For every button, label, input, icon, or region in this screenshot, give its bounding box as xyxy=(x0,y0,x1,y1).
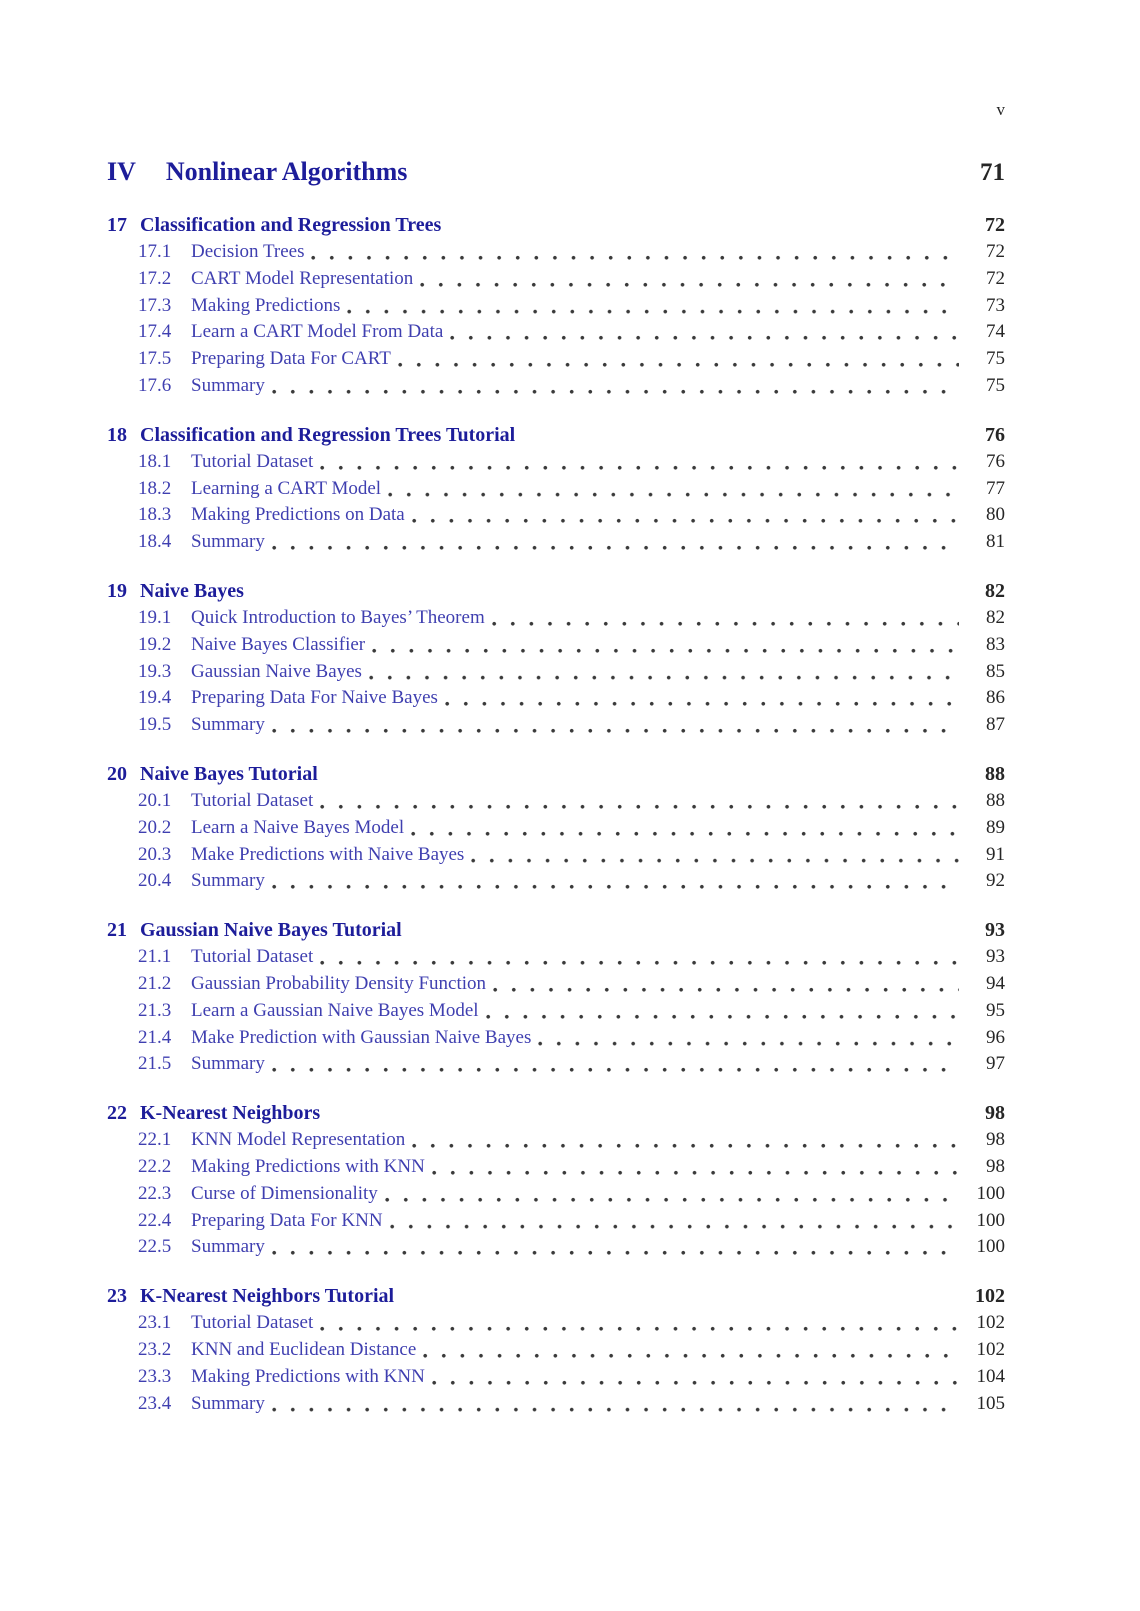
section-page-number: 92 xyxy=(986,870,1005,892)
dot-leader xyxy=(398,346,959,373)
chapter-sections xyxy=(107,788,1005,895)
toc-section-row xyxy=(107,998,1005,1025)
toc-section-row xyxy=(107,712,1005,739)
toc-chapter xyxy=(107,212,1005,400)
section-title-link[interactable]: Summary xyxy=(191,1053,265,1075)
dot-leader xyxy=(445,685,959,712)
section-title-link[interactable]: Preparing Data For KNN xyxy=(191,1209,383,1231)
section-title-link[interactable]: Gaussian Naive Bayes xyxy=(191,660,362,682)
dot-leader xyxy=(432,1364,959,1391)
toc-section-row xyxy=(107,632,1005,659)
section-title-link[interactable]: Summary xyxy=(191,531,265,553)
toc-section-row xyxy=(107,319,1005,346)
section-page-number: 86 xyxy=(986,687,1005,709)
section-title-link[interactable]: Making Predictions with KNN xyxy=(191,1155,425,1177)
toc-section-row xyxy=(107,815,1005,842)
chapter-sections xyxy=(107,449,1005,556)
section-title-link[interactable]: Summary xyxy=(191,870,265,892)
section-page-number: 98 xyxy=(986,1155,1005,1177)
toc-section-row xyxy=(107,529,1005,556)
section-title-link[interactable]: Quick Introduction to Bayes’ Theorem xyxy=(191,606,485,628)
toc-section-row xyxy=(107,293,1005,320)
dot-leader xyxy=(432,1154,959,1181)
dot-leader xyxy=(388,476,959,503)
dot-leader xyxy=(538,1025,959,1052)
toc-section-row xyxy=(107,1051,1005,1078)
part-number[interactable]: IV xyxy=(107,157,136,186)
section-number[interactable]: 22.4 xyxy=(138,1209,172,1231)
section-number[interactable]: 23.4 xyxy=(138,1392,172,1414)
dot-leader xyxy=(493,971,959,998)
section-number[interactable]: 23.1 xyxy=(138,1312,172,1334)
section-number[interactable]: 19.4 xyxy=(138,687,172,709)
dot-leader xyxy=(412,1127,959,1154)
chapter-page-number: 102 xyxy=(975,1285,1005,1308)
section-number[interactable]: 22.3 xyxy=(138,1182,172,1204)
dot-leader xyxy=(385,1181,959,1208)
chapter-title-link[interactable]: Classification and Regression Trees xyxy=(140,214,442,236)
chapter-page-number: 72 xyxy=(985,214,1005,236)
toc-section-row xyxy=(107,502,1005,529)
chapter-sections xyxy=(107,239,1005,400)
section-title-link[interactable]: Tutorial Dataset xyxy=(191,789,314,811)
dot-leader xyxy=(272,1051,959,1078)
toc-section-row xyxy=(107,1208,1005,1235)
section-number[interactable]: 19.2 xyxy=(138,633,172,655)
chapter-number[interactable]: 23 xyxy=(107,1285,127,1308)
dot-leader xyxy=(492,605,959,632)
toc-chapter xyxy=(107,578,1005,739)
section-title-link[interactable]: Make Prediction with Gaussian Naive Bayes xyxy=(191,1026,532,1048)
dot-leader xyxy=(320,449,959,476)
toc-section-row xyxy=(107,1234,1005,1261)
section-title-link[interactable]: Making Predictions with KNN xyxy=(191,1365,425,1387)
section-number[interactable]: 17.4 xyxy=(138,321,172,343)
chapter-number[interactable]: 22 xyxy=(107,1102,127,1125)
section-page-number: 82 xyxy=(986,606,1005,628)
section-number[interactable]: 18.2 xyxy=(138,477,172,499)
section-number[interactable]: 23.3 xyxy=(138,1365,172,1387)
dot-leader xyxy=(347,293,959,320)
dot-leader xyxy=(423,1337,959,1364)
toc-section-row xyxy=(107,239,1005,266)
section-page-number: 102 xyxy=(976,1312,1005,1334)
section-title-link[interactable]: Summary xyxy=(191,714,265,736)
toc-chapter xyxy=(107,1283,1005,1417)
chapter-sections xyxy=(107,605,1005,739)
dot-leader xyxy=(272,373,959,400)
section-title-link[interactable]: Preparing Data For Naive Bayes xyxy=(191,687,438,709)
section-number[interactable]: 17.5 xyxy=(138,348,172,370)
chapter-sections xyxy=(107,1127,1005,1261)
section-page-number: 87 xyxy=(986,714,1005,736)
section-page-number: 88 xyxy=(986,789,1005,811)
section-title-link[interactable]: Learning a CART Model xyxy=(191,477,382,499)
section-title-link[interactable]: Summary xyxy=(191,374,265,396)
section-page-number: 100 xyxy=(976,1209,1005,1231)
section-page-number: 96 xyxy=(986,1026,1005,1048)
toc-section-row xyxy=(107,266,1005,293)
section-title-link[interactable]: Decision Trees xyxy=(191,241,305,262)
part-title-link[interactable]: Nonlinear Algorithms xyxy=(165,157,408,186)
section-page-number: 98 xyxy=(986,1129,1005,1151)
section-number[interactable]: 22.1 xyxy=(138,1129,172,1151)
chapter-heading-row xyxy=(107,761,1005,788)
section-number[interactable]: 22.5 xyxy=(138,1236,172,1258)
section-number[interactable]: 20.3 xyxy=(138,843,172,865)
section-title-link[interactable]: Learn a Naive Bayes Model xyxy=(191,816,405,838)
part-page-number: 71 xyxy=(980,159,1005,186)
section-number[interactable]: 19.1 xyxy=(138,606,172,628)
toc-section-row xyxy=(107,1391,1005,1418)
dot-leader xyxy=(311,239,959,266)
part-heading-row xyxy=(107,155,1005,190)
section-page-number: 104 xyxy=(976,1365,1005,1387)
section-title-link[interactable]: KNN Model Representation xyxy=(191,1129,406,1151)
toc-list xyxy=(107,212,1005,1417)
chapter-heading-row xyxy=(107,212,1005,239)
section-page-number: 74 xyxy=(986,321,1005,343)
toc-section-row xyxy=(107,842,1005,869)
chapter-heading-row xyxy=(107,578,1005,605)
toc-section-row xyxy=(107,868,1005,895)
section-page-number: 100 xyxy=(976,1236,1005,1258)
section-page-number: 89 xyxy=(986,816,1005,838)
section-number[interactable]: 20.2 xyxy=(138,816,172,838)
dot-leader xyxy=(272,529,959,556)
section-number[interactable]: 20.4 xyxy=(138,870,172,892)
section-page-number: 76 xyxy=(986,450,1005,472)
section-page-number: 80 xyxy=(986,504,1005,526)
dot-leader xyxy=(411,815,959,842)
section-number[interactable]: 21.4 xyxy=(138,1026,172,1048)
section-number[interactable]: 18.4 xyxy=(138,531,172,553)
toc-section-row xyxy=(107,944,1005,971)
section-page-number: 75 xyxy=(986,348,1005,370)
toc-chapter xyxy=(107,761,1005,895)
dot-leader xyxy=(369,659,959,686)
dot-leader xyxy=(471,842,959,869)
toc-section-row xyxy=(107,1154,1005,1181)
chapter-sections xyxy=(107,944,1005,1078)
section-title-link[interactable]: Making Predictions on Data xyxy=(191,504,405,526)
section-page-number: 95 xyxy=(986,999,1005,1021)
section-number[interactable]: 19.3 xyxy=(138,660,172,682)
dot-leader xyxy=(486,998,959,1025)
toc-chapter xyxy=(107,422,1005,556)
section-page-number: 94 xyxy=(986,972,1005,994)
toc-section-row xyxy=(107,373,1005,400)
chapter-number[interactable]: 19 xyxy=(107,579,127,602)
dot-leader xyxy=(272,712,959,739)
toc-chapter xyxy=(107,917,1005,1078)
chapter-title-link[interactable]: Naive Bayes xyxy=(140,579,244,602)
section-title-link[interactable]: Make Predictions with Naive Bayes xyxy=(191,843,465,865)
section-page-number: 91 xyxy=(986,843,1005,865)
section-number[interactable]: 17.6 xyxy=(138,374,172,396)
section-number[interactable]: 22.2 xyxy=(138,1155,172,1177)
section-page-number: 102 xyxy=(976,1338,1005,1360)
chapter-title-link[interactable]: K-Nearest Neighbors Tutorial xyxy=(140,1285,395,1308)
chapter-number[interactable]: 20 xyxy=(107,762,127,785)
section-title-link[interactable]: Tutorial Dataset xyxy=(191,450,314,472)
section-page-number: 100 xyxy=(976,1182,1005,1204)
chapter-heading-row xyxy=(107,422,1005,449)
dot-leader xyxy=(450,319,959,346)
corner-page-number: v xyxy=(996,100,1005,119)
dot-leader xyxy=(320,1310,959,1337)
dot-leader xyxy=(272,868,959,895)
section-page-number: 83 xyxy=(986,633,1005,655)
section-title-link[interactable]: Making Predictions xyxy=(191,294,341,316)
chapter-page-number: 76 xyxy=(985,423,1005,446)
chapter-heading-row xyxy=(107,917,1005,944)
toc-section-row xyxy=(107,788,1005,815)
chapter-heading-row xyxy=(107,1100,1005,1127)
chapter-sections xyxy=(107,1310,1005,1417)
toc-section-row xyxy=(107,476,1005,503)
section-title-link[interactable]: KNN and Euclidean Distance xyxy=(191,1338,417,1360)
section-page-number: 72 xyxy=(986,267,1005,289)
section-number[interactable]: 21.1 xyxy=(138,946,172,968)
dot-leader xyxy=(272,1234,959,1261)
dot-leader xyxy=(412,502,959,529)
section-page-number: 75 xyxy=(986,374,1005,396)
chapter-page-number: 82 xyxy=(985,579,1005,602)
dot-leader xyxy=(420,266,959,293)
chapter-page-number: 88 xyxy=(985,762,1005,785)
section-page-number: 105 xyxy=(976,1392,1005,1414)
section-number[interactable]: 17.2 xyxy=(138,267,172,289)
toc-section-row xyxy=(107,1337,1005,1364)
toc-section-row xyxy=(107,346,1005,373)
toc-section-row xyxy=(107,971,1005,998)
chapter-title-link[interactable]: Gaussian Naive Bayes Tutorial xyxy=(140,919,402,942)
section-title-link[interactable]: Summary xyxy=(191,1392,265,1414)
section-number[interactable]: 17.3 xyxy=(138,294,172,316)
toc-section-row xyxy=(107,1364,1005,1391)
section-number[interactable]: 21.3 xyxy=(138,999,172,1021)
section-number[interactable]: 18.1 xyxy=(138,450,172,472)
section-page-number: 77 xyxy=(986,477,1005,499)
section-page-number: 93 xyxy=(986,946,1005,968)
section-page-number: 81 xyxy=(986,531,1005,553)
chapter-number[interactable]: 18 xyxy=(107,423,127,446)
section-page-number: 73 xyxy=(986,294,1005,316)
section-number[interactable]: 20.1 xyxy=(138,789,172,811)
section-number[interactable]: 23.2 xyxy=(138,1338,172,1360)
toc-chapter xyxy=(107,1100,1005,1261)
dot-leader xyxy=(272,1391,959,1418)
chapter-title-link[interactable]: Classification and Regression Trees Tutorial xyxy=(140,423,516,446)
section-title-link[interactable]: Tutorial Dataset xyxy=(191,1312,314,1334)
dot-leader xyxy=(320,944,959,971)
section-page-number: 97 xyxy=(986,1053,1005,1075)
toc-section-row xyxy=(107,1127,1005,1154)
section-title-link[interactable]: Preparing Data For CART xyxy=(191,348,391,370)
toc-section-row xyxy=(107,1025,1005,1052)
chapter-number[interactable]: 17 xyxy=(107,214,127,236)
section-title-link[interactable]: Curse of Dimensionality xyxy=(191,1182,378,1204)
toc-section-row xyxy=(107,659,1005,686)
section-title-link[interactable]: Tutorial Dataset xyxy=(191,946,314,968)
section-title-link[interactable]: Naive Bayes Classifier xyxy=(191,633,366,655)
section-title-link[interactable]: Learn a Gaussian Naive Bayes Model xyxy=(191,999,479,1021)
section-title-link[interactable]: Gaussian Probability Density Function xyxy=(191,972,487,994)
section-title-link[interactable]: Summary xyxy=(191,1236,265,1258)
chapter-heading-row xyxy=(107,1283,1005,1310)
section-number[interactable]: 18.3 xyxy=(138,504,172,526)
chapter-page-number: 93 xyxy=(985,919,1005,942)
chapter-title-link[interactable]: K-Nearest Neighbors xyxy=(140,1102,321,1125)
section-number[interactable]: 17.1 xyxy=(138,241,172,262)
toc-section-row xyxy=(107,685,1005,712)
chapter-title-link[interactable]: Naive Bayes Tutorial xyxy=(140,762,318,785)
toc-section-row xyxy=(107,605,1005,632)
section-title-link[interactable]: CART Model Representation xyxy=(191,267,414,289)
dot-leader xyxy=(390,1208,959,1235)
section-page-number: 72 xyxy=(986,241,1005,262)
section-page-number: 85 xyxy=(986,660,1005,682)
dot-leader xyxy=(372,632,959,659)
section-title-link[interactable]: Learn a CART Model From Data xyxy=(191,321,444,343)
section-number[interactable]: 21.2 xyxy=(138,972,172,994)
section-number[interactable]: 21.5 xyxy=(138,1053,172,1075)
dot-leader xyxy=(320,788,959,815)
toc-section-row xyxy=(107,449,1005,476)
chapter-page-number: 98 xyxy=(985,1102,1005,1125)
section-number[interactable]: 19.5 xyxy=(138,714,172,736)
toc-section-row xyxy=(107,1310,1005,1337)
chapter-number[interactable]: 21 xyxy=(107,919,127,942)
toc-section-row xyxy=(107,1181,1005,1208)
